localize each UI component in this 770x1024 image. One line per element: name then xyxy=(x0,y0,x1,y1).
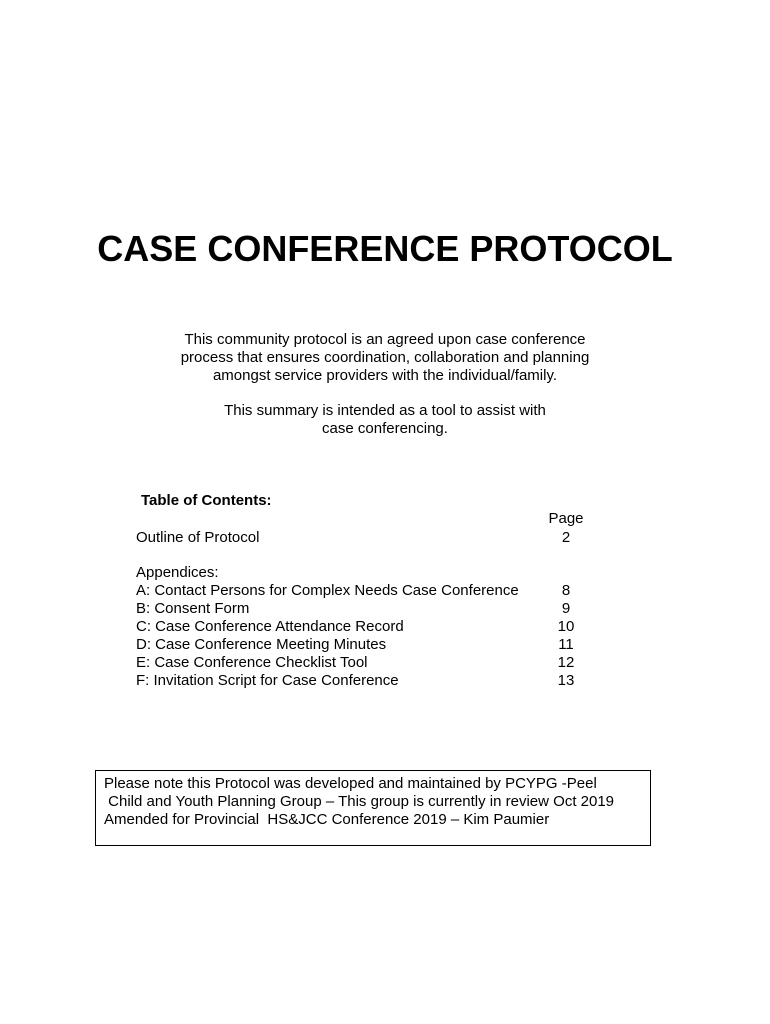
appendices-label: Appendices: xyxy=(136,564,219,581)
intro-line: process that ensures coordination, collaboration and planning xyxy=(180,349,590,366)
toc-entry-label: C: Case Conference Attendance Record xyxy=(136,618,404,635)
summary-line: case conferencing. xyxy=(322,420,448,437)
toc-entry-label: D: Case Conference Meeting Minutes xyxy=(136,636,387,653)
toc-entry-label: B: Consent Form xyxy=(136,600,250,617)
document-title: CASE CONFERENCE PROTOCOL xyxy=(97,228,673,269)
toc-entry[interactable] xyxy=(136,600,586,618)
toc-entry-page: 9 xyxy=(561,600,571,617)
toc-entry[interactable] xyxy=(136,582,586,600)
toc-entry[interactable] xyxy=(136,529,586,547)
note-line: Child and Youth Planning Group – This group is currently in review Oct 2019 xyxy=(104,793,615,810)
toc-entry-label: A: Contact Persons for Complex Needs Case Conference xyxy=(136,582,519,599)
page-column-label: Page xyxy=(548,510,584,527)
toc-entry-page: 12 xyxy=(557,654,575,671)
summary-line: This summary is intended as a tool to assist with xyxy=(224,402,546,419)
toc-entry-label: Outline of Protocol xyxy=(136,529,260,546)
toc-entry[interactable] xyxy=(136,672,586,690)
toc-entry[interactable] xyxy=(136,654,586,672)
toc-entry[interactable] xyxy=(136,618,586,636)
intro-line: amongst service providers with the individual/family. xyxy=(212,367,558,384)
toc-entry-page: 2 xyxy=(561,529,571,546)
toc-heading: Table of Contents: xyxy=(141,492,272,509)
toc-entry-label: F: Invitation Script for Case Conference xyxy=(136,672,399,689)
note-line: Amended for Provincial HS&JCC Conference 2019 – Kim Paumier xyxy=(104,811,550,828)
toc-entry-page: 10 xyxy=(557,618,575,635)
intro-paragraph xyxy=(0,331,770,385)
note-line: Please note this Protocol was developed and maintained by PCYPG -Peel xyxy=(104,775,597,792)
toc-entry-page: 11 xyxy=(558,636,574,653)
toc-entry-page: 8 xyxy=(561,582,571,599)
toc-entry[interactable] xyxy=(136,636,586,654)
note-box xyxy=(95,770,651,846)
intro-line: This community protocol is an agreed upon case conference xyxy=(184,331,586,348)
summary-paragraph xyxy=(0,402,770,438)
toc-entry-label: E: Case Conference Checklist Tool xyxy=(136,654,368,671)
toc-entry-page: 13 xyxy=(557,672,575,689)
